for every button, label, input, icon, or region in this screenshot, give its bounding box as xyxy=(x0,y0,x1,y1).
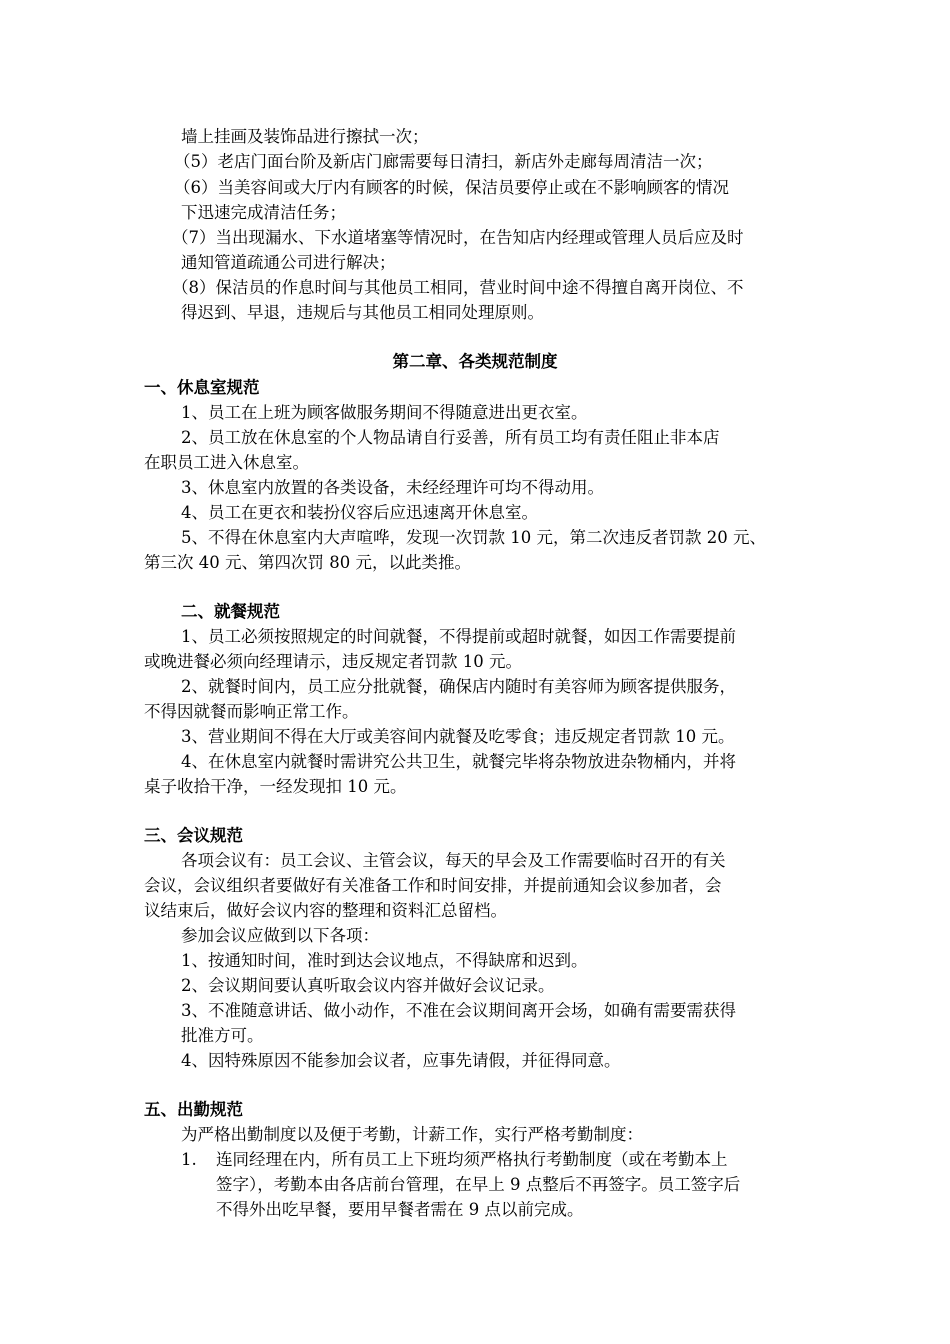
meeting-rule-4: 4、因特殊原因不能参加会议者，应事先请假，并征得同意。 xyxy=(181,1051,621,1070)
dining-heading: 二、就餐规范 xyxy=(181,602,280,621)
attendance-rule-1: 连同经理在内，所有员工上下班均须严格执行考勤制度（或在考勤本上 xyxy=(216,1150,728,1169)
meeting-intro: 各项会议有：员工会议、主管会议，每天的早会及工作需要临时召开的有关 xyxy=(181,851,726,870)
rest-room-heading: 一、休息室规范 xyxy=(144,378,260,397)
dining-rule-2-cont: 不得因就餐而影响正常工作。 xyxy=(144,702,359,721)
attendance-heading: 五、出勤规范 xyxy=(144,1100,243,1119)
attendance-rule-1-cont-2: 不得外出吃早餐，要用早餐者需在 9 点以前完成。 xyxy=(216,1200,584,1219)
meeting-heading: 三、会议规范 xyxy=(144,826,243,845)
meeting-rule-3: 3、不准随意讲话、做小动作，不准在会议期间离开会场，如确有需要需获得 xyxy=(181,1001,736,1020)
meeting-requirements-lead: 参加会议应做到以下各项： xyxy=(181,926,379,945)
attendance-rule-1-cont-1: 签字），考勤本由各店前台管理，在早上 9 点整后不再签字。员工签字后 xyxy=(216,1175,741,1194)
rest-rule-4: 4、员工在更衣和装扮仪容后应迅速离开休息室。 xyxy=(181,503,538,522)
meeting-rule-2: 2、会议期间要认真听取会议内容并做好会议记录。 xyxy=(181,976,555,995)
cleaning-item-7-cont: 通知管道疏通公司进行解决； xyxy=(181,253,396,272)
attendance-item-number: 1. xyxy=(181,1150,197,1169)
meeting-intro-cont-2: 议结束后，做好会议内容的整理和资料汇总留档。 xyxy=(144,901,507,920)
rest-rule-2-cont: 在职员工进入休息室。 xyxy=(144,453,309,472)
rest-rule-5-cont: 第三次 40 元、第四次罚 80 元，以此类推。 xyxy=(144,553,471,572)
meeting-intro-cont-1: 会议，会议组织者要做好有关准备工作和时间安排，并提前通知会议参加者，会 xyxy=(144,876,722,895)
cleaning-item-6: （6）当美容间或大厅内有顾客的时候，保洁员要停止或在不影响顾客的情况 xyxy=(174,178,729,197)
cleaning-item-6-cont: 下迅速完成清洁任务； xyxy=(181,203,346,222)
rest-rule-5: 5、不得在休息室内大声喧哗，发现一次罚款 10 元，第二次违反者罚款 20 元、 xyxy=(181,528,766,547)
meeting-rule-1: 1、按通知时间，准时到达会议地点，不得缺席和迟到。 xyxy=(181,951,588,970)
meeting-rule-3-cont: 批准方可。 xyxy=(181,1026,264,1045)
dining-rule-4: 4、在休息室内就餐时需讲究公共卫生，就餐完毕将杂物放进杂物桶内，并将 xyxy=(181,752,736,771)
rest-rule-3: 3、休息室内放置的各类设备，未经经理许可均不得动用。 xyxy=(181,478,604,497)
continued-line: 墙上挂画及装饰品进行擦拭一次； xyxy=(181,127,429,146)
rest-rule-2: 2、员工放在休息室的个人物品请自行妥善，所有员工均有责任阻止非本店 xyxy=(181,428,720,447)
attendance-intro: 为严格出勤制度以及便于考勤，计薪工作，实行严格考勤制度： xyxy=(181,1125,643,1144)
chapter-title: 第二章、各类规范制度 xyxy=(392,352,558,371)
dining-rule-3: 3、营业期间不得在大厅或美容间内就餐及吃零食；违反规定者罚款 10 元。 xyxy=(181,727,735,746)
cleaning-item-7: （7）当出现漏水、下水道堵塞等情况时，在告知店内经理或管理人员后应及时 xyxy=(172,228,744,247)
dining-rule-1: 1、员工必须按照规定的时间就餐，不得提前或超时就餐，如因工作需要提前 xyxy=(181,627,736,646)
rest-rule-1: 1、员工在上班为顾客做服务期间不得随意进出更衣室。 xyxy=(181,403,588,422)
cleaning-item-5: （5）老店门面台阶及新店门廊需要每日清扫，新店外走廊每周清洁一次； xyxy=(174,152,713,171)
dining-rule-1-cont: 或晚进餐必须向经理请示，违反规定者罚款 10 元。 xyxy=(144,652,522,671)
cleaning-item-8-cont: 得迟到、早退，违规后与其他员工相同处理原则。 xyxy=(181,303,544,322)
dining-rule-4-cont: 桌子收拾干净，一经发现扣 10 元。 xyxy=(144,777,407,796)
cleaning-item-8: （8）保洁员的作息时间与其他员工相同，营业时间中途不得擅自离开岗位、不 xyxy=(172,278,744,297)
dining-rule-2: 2、就餐时间内，员工应分批就餐，确保店内随时有美容师为顾客提供服务， xyxy=(181,677,736,696)
